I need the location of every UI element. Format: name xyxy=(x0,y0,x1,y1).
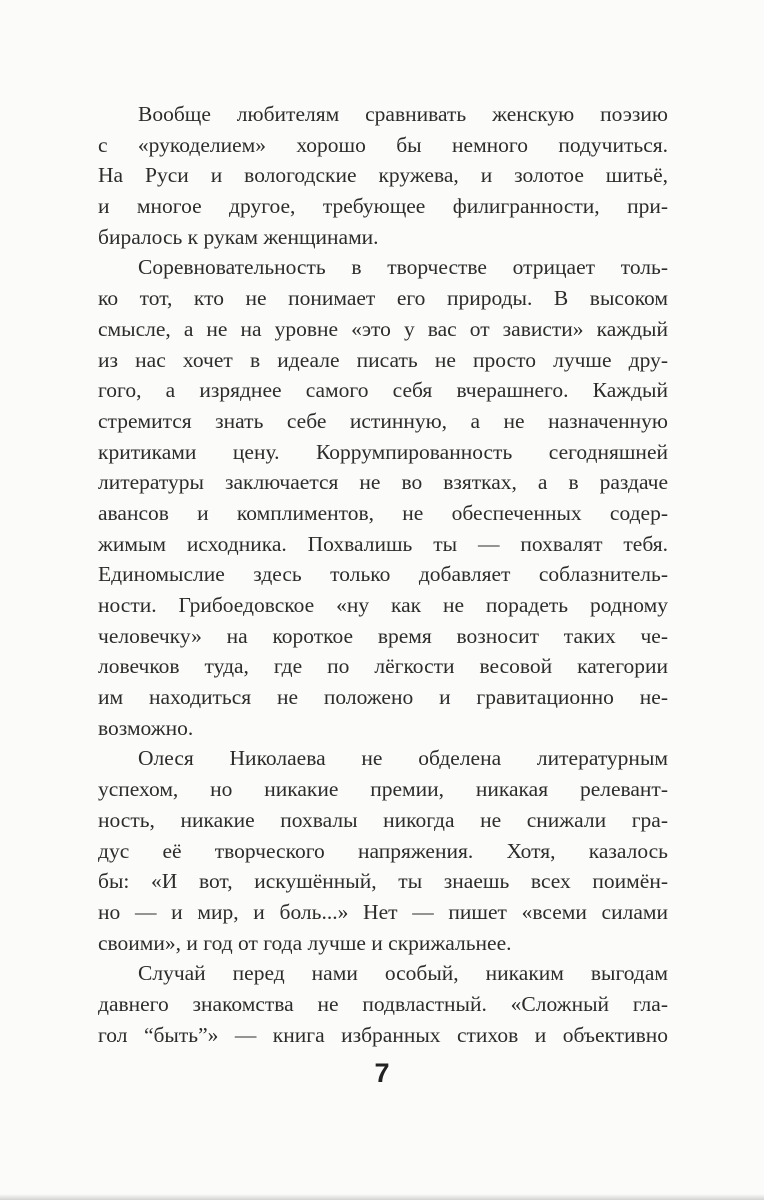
paragraph-4 xyxy=(98,958,668,1050)
text-line: Единомыслие здесь только добавляет соблазнитель- xyxy=(98,562,668,587)
text-line: биралось к рукам женщинами. xyxy=(98,224,379,249)
text-line: ность, никакие похвалы никогда не снижали гра- xyxy=(98,807,668,832)
text-line: гол “быть”» — книга избранных стихов и объективно xyxy=(98,1022,668,1047)
text-line: смысле, а не на уровне «это у вас от зависти» каждый xyxy=(98,316,668,341)
text-line: критиками цену. Коррумпированность сегодняшней xyxy=(98,439,668,464)
text-line: человечку» на короткое время возносит таких че- xyxy=(98,623,668,648)
text-line: ловечков туда, где по лёгкости весовой категории xyxy=(98,654,668,679)
text-line: дус её творческого напряжения. Хотя, казалось xyxy=(98,838,668,863)
text-line: бы: «И вот, искушённый, ты знаешь всех поимён- xyxy=(98,869,668,894)
text-line: из нас хочет в идеале писать не просто лучше дру- xyxy=(98,347,668,372)
page-number: 7 xyxy=(374,1058,390,1088)
text-line: с «рукоделием» хорошо бы немного подучиться. xyxy=(98,132,668,157)
body-text xyxy=(98,99,668,1050)
paragraph-1 xyxy=(98,99,668,252)
text-line: Вообще любителям сравнивать женскую поэзию xyxy=(138,102,668,126)
page-bottom-edge xyxy=(0,1194,764,1200)
text-line: Случай перед нами особый, никаким выгодам xyxy=(138,961,668,986)
text-line: возможно. xyxy=(98,715,194,740)
text-line: жимым исходника. Похвалишь ты — похвалят тебя. xyxy=(98,531,668,556)
paragraph-3 xyxy=(98,743,668,958)
text-line: литературы заключается не во взятках, а в раздаче xyxy=(98,470,668,495)
paragraph-2 xyxy=(98,252,668,743)
text-line: гого, а изряднее самого себя вчерашнего. Каждый xyxy=(98,378,668,403)
text-line: им находиться не положено и гравитационно не- xyxy=(98,685,668,710)
text-line: Олеся Николаева не обделена литературным xyxy=(138,746,668,771)
text-line: но — и мир, и боль...» Нет — пишет «всеми силами xyxy=(98,899,668,924)
text-line: Соревновательность в творчестве отрицает толь- xyxy=(138,255,668,280)
text-line: давнего знакомства не подвластный. «Сложный гла- xyxy=(98,991,668,1016)
text-line: ко тот, кто не понимает его природы. В высоком xyxy=(98,286,668,311)
text-line: На Руси и вологодские кружева, и золотое шитьё, xyxy=(98,163,668,188)
text-line: авансов и комплиментов, не обеспеченных содер- xyxy=(98,500,668,525)
text-line: своими», и год от года лучше и скрижальнее. xyxy=(98,930,512,955)
text-line: ности. Грибоедовское «ну как не порадеть родному xyxy=(98,593,668,617)
text-line: и многое другое, требующее филигранности, при- xyxy=(98,194,668,219)
text-line: успехом, но никакие премии, никакая релевант- xyxy=(98,777,668,802)
text-line: стремится знать себе истинную, а не назначенную xyxy=(98,408,668,433)
